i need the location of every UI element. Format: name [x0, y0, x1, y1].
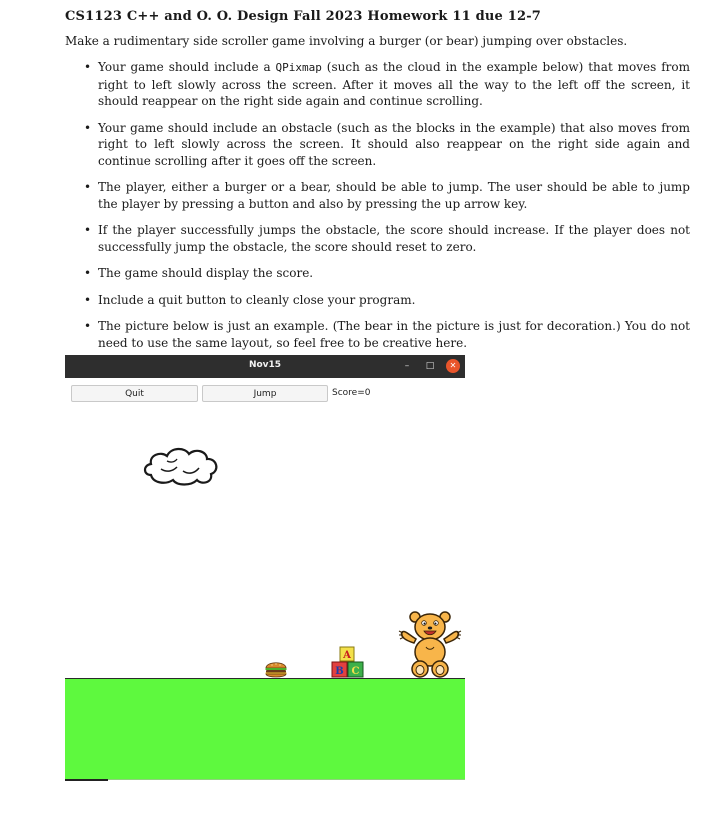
list-item: • The game should display the score.	[84, 266, 314, 280]
maximize-icon[interactable]: □	[425, 361, 435, 371]
abc-blocks-icon	[331, 646, 367, 679]
block-letter-b: B	[335, 666, 344, 677]
ground-marker	[65, 779, 108, 781]
intro-paragraph: Make a rudimentary side scroller game involving a burger (or bear) jumping over obstacles.	[65, 34, 628, 48]
bullet-icon: •	[84, 223, 92, 237]
window-title: Nov15	[248, 360, 282, 370]
bear-icon	[396, 610, 465, 680]
list-item: • Include a quit button to cleanly close your program.	[84, 292, 416, 307]
quit-button[interactable]: Quit	[71, 385, 198, 402]
burger-icon	[264, 660, 288, 679]
block-letter-c: C	[351, 666, 360, 677]
window-titlebar	[65, 355, 465, 378]
bullet-icon: •	[84, 292, 92, 307]
close-icon[interactable]: ✕	[446, 359, 460, 373]
score-label: Score=0	[332, 388, 371, 398]
example-game-window	[65, 355, 465, 781]
cloud-icon	[143, 445, 221, 487]
bullet-icon: •	[84, 266, 92, 280]
minimize-icon[interactable]: –	[404, 361, 410, 371]
document-title: CS1123 C++ and O. O. Design Fall 2023 Homework 11 due 12-7	[65, 9, 542, 24]
ground-bottom-edge	[65, 779, 465, 780]
list-item: • If the player successfully jumps the obstacle, the score should increase. If the player does not successfully jump the obstacle, the score should reset to zero.	[84, 223, 690, 254]
bullet-icon: •	[84, 180, 92, 194]
jump-button[interactable]: Jump	[202, 385, 328, 402]
bullet-icon: •	[84, 60, 92, 74]
ground	[65, 679, 465, 780]
list-item: • Your game should include an obstacle (such as the blocks in the example) that also moves from right to left slowly across the screen. It should also reappear on the right side again and continue scrolling after it goes off the screen.	[84, 120, 690, 168]
requirements-list	[83, 59, 690, 361]
block-letter-a: A	[343, 650, 351, 661]
list-item: • Your game should include a QPixmap (such as the cloud in the example below) that moves from right to left slowly across the screen. After it moves all the way to the left off the screen, it should reappear on the right side again and continue scrolling.	[84, 60, 690, 108]
bullet-icon: •	[84, 319, 92, 333]
list-item: • The picture below is just an example. (The bear in the picture is just for decoration.) You do not need to use the same layout, so feel free to be creative here.	[84, 319, 690, 350]
bullet-icon: •	[84, 120, 92, 135]
list-item: • The player, either a burger or a bear, should be able to jump. The user should be able to jump the player by pressing a button and also by pressing the up arrow key.	[84, 180, 690, 211]
qpixmap-code: QPixmap	[275, 61, 322, 74]
